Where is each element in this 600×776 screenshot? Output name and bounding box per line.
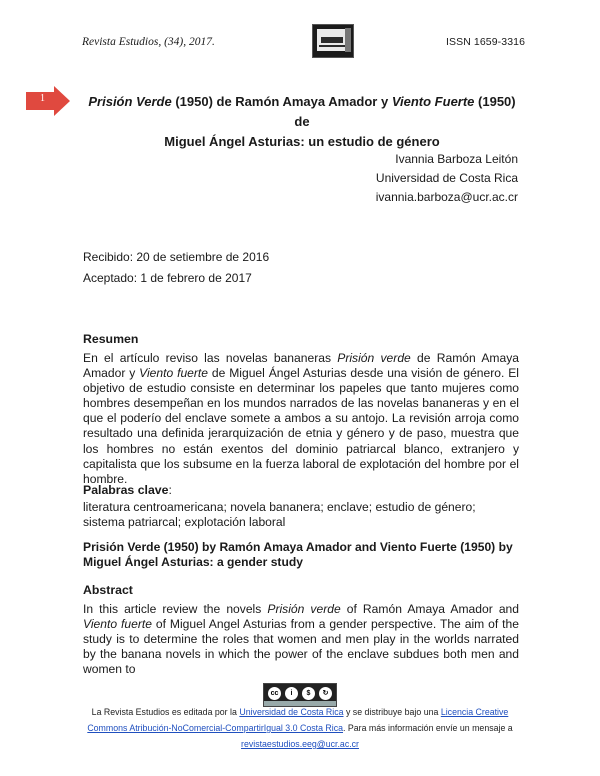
issn-label: ISSN 1659-3316 — [446, 36, 526, 48]
title-line-1: Prisión Verde (1950) de Ramón Amaya Amador y Viento Fuerte (1950) de — [88, 94, 516, 129]
abstract-heading: Abstract — [83, 583, 133, 597]
article-title — [82, 92, 522, 152]
resumen-body: En el artículo reviso las novelas bananeras Prisión verde de Ramón Amaya Amador y Viento fuerte de Miguel Ángel Asturias desde una visión de género. El objetivo de estudio consiste en determinar los papeles que tanto mujeres como hombres desempeñan en los mundos narrados de las novelas bananeras y en el que el poderío del enclave somete a ambos a su antojo. La revisión arroja como resultado una definida jerarquización de etnia y género y de paso, muestra que los hombres no están exentos del dominio patriarcal blanco, extranjero y capitalista que los subsume en la fuerza laboral de explotación del hombre por el hombre. — [83, 351, 519, 486]
received-date: Recibido: 20 de setiembre de 2016 — [83, 250, 270, 264]
contact-email-link[interactable]: revistaestudios.eeg@ucr.ac.cr — [241, 739, 359, 749]
keywords-text: literatura centroamericana; novela bananera; enclave; estudio de género; sistema patriarcal; explotación laboral — [83, 500, 476, 530]
journal-logo — [312, 24, 354, 58]
accepted-date: Aceptado: 1 de febrero de 2017 — [83, 271, 252, 285]
by-icon: i — [284, 686, 299, 701]
journal-citation: Revista Estudios, (34), 2017. — [82, 36, 215, 48]
abstract-body: In this article review the novels Prisión verde of Ramón Amaya Amador and Viento fuerte of Miguel Angel Asturias from a gender perspective. The aim of the study is to determine the roles that women and men play in the worlds narrated by the banana novels in which the power of the enclave subdues both men and women to — [83, 602, 519, 677]
resumen-heading: Resumen — [83, 332, 139, 346]
title-line-2: Miguel Ángel Asturias: un estudio de género — [164, 134, 440, 149]
nc-icon: $ — [301, 686, 316, 701]
author-name: Ivannia Barboza Leitón — [395, 152, 518, 166]
license-link-2[interactable]: Commons Atribución-NoComercial-CompartirIgual 3.0 Costa Rica — [87, 723, 344, 733]
keywords-heading: Palabras clave: — [83, 483, 172, 497]
page-number: 1 — [40, 93, 45, 104]
ucr-link[interactable]: Universidad de Costa Rica — [239, 707, 344, 717]
author-email[interactable]: ivannia.barboza@ucr.ac.cr — [375, 190, 518, 204]
page-marker-arrow-icon — [26, 86, 70, 116]
cc-icon: cc — [267, 686, 282, 701]
author-institution: Universidad de Costa Rica — [375, 171, 518, 185]
footer-license: La Revista Estudios es editada por la Universidad de Costa Rica y se distribuye bajo una Licencia Creative Commons Atribución-NoComercial-CompartirIgual 3.0 Costa Rica. Para más información envíe un mensaje a revistaestudios.eeg@ucr.ac.cr — [87, 707, 513, 749]
sa-icon: ↻ — [318, 686, 333, 701]
license-link-1[interactable]: Licencia Creative — [440, 707, 509, 717]
english-title: Prisión Verde (1950) by Ramón Amaya Amador and Viento Fuerte (1950) by Miguel Ángel Asturias: a gender study — [83, 540, 513, 570]
